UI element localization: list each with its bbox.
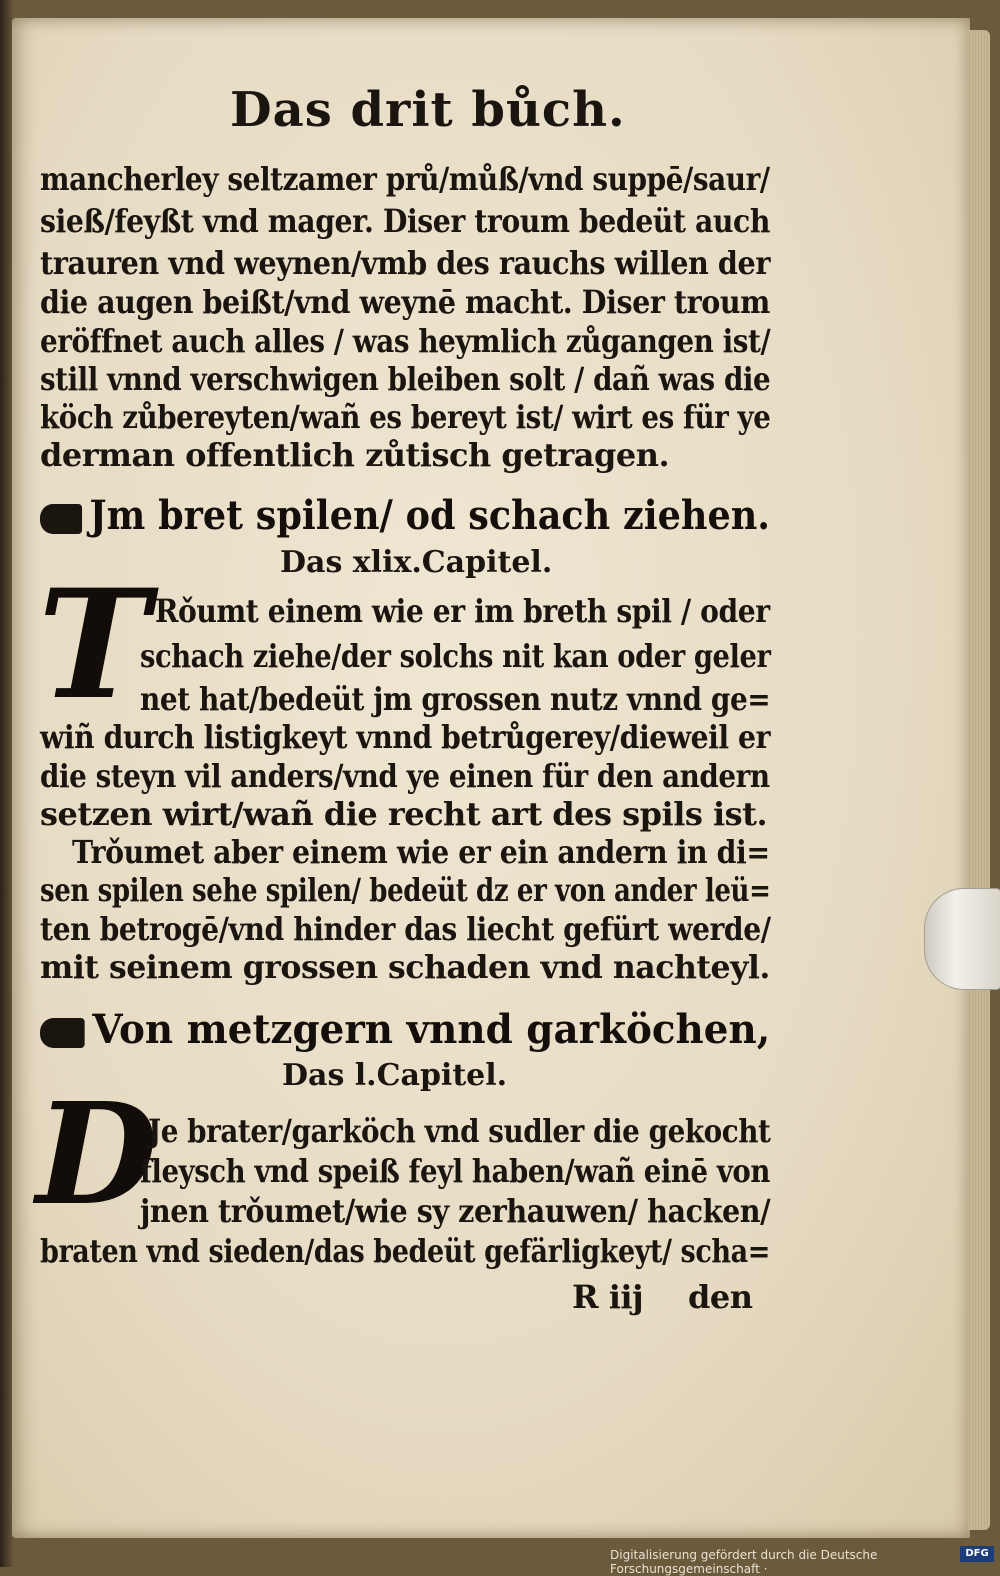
text-line: fleysch vnd speiß feyl haben/wañ einē von — [140, 1152, 771, 1190]
text-line: mancherley seltzamer prů/můß/vnd suppē/saur/ — [40, 160, 770, 198]
text-line: sen spilen sehe spilen/ bedeüt dz er von ander leü= — [40, 871, 771, 909]
text-line: mit seinem grossen schaden vnd nachteyl. — [40, 948, 770, 986]
initial-letter: T — [38, 557, 150, 733]
text-line: die steyn vil anders/vnd ye einen für den andern — [40, 757, 770, 795]
running-header: Das drit bůch. — [230, 82, 626, 138]
text-line: trauren vnd weynen/vmb des rauchs willen der — [40, 244, 770, 282]
text-line: setzen wirt/wañ die recht art des spils ist. — [40, 795, 768, 833]
pilcrow-icon — [40, 1018, 85, 1048]
text-line: jnen trǒumet/wie sy zerhauwen/ hacken/ — [140, 1192, 771, 1230]
page-edges — [968, 30, 990, 1530]
text-line: eröffnet auch alles / was heymlich zůgangen ist/ — [40, 322, 771, 360]
chapter-heading-text: Jm bret spilen/ od schach ziehen. — [89, 492, 771, 539]
text-line: net hat/bedeüt jm grossen nutz vnnd ge= — [140, 680, 771, 718]
text-line: braten vnd sieden/das bedeüt gefärligkeyt/ scha= — [40, 1232, 770, 1270]
pilcrow-icon — [40, 504, 82, 534]
catchword: den — [688, 1278, 753, 1316]
dfg-logo: DFG — [960, 1546, 994, 1562]
text-line: schach ziehe/der solchs nit kan oder geler — [140, 637, 771, 675]
text-line: still vnnd verschwigen bleiben solt / dañ was die — [40, 360, 771, 398]
text-line: wiñ durch listigkeyt vnnd betrůgerey/dieweil er — [40, 718, 771, 756]
initial-letter: D — [36, 1073, 158, 1237]
text-line: sieß/feyßt vnd mager. Diser troum bedeüt auch — [40, 202, 770, 240]
digitization-credit: Digitalisierung gefördert durch die Deutsche Forschungsgemeinschaft · — [610, 1548, 878, 1576]
text-line: Je brater/garköch vnd sudler die gekocht — [148, 1112, 771, 1150]
text-line: derman offentlich zůtisch getragen. — [40, 436, 670, 474]
chapter-heading — [40, 492, 770, 539]
text-line: köch zůbereyten/wañ es bereyt ist/ wirt es für ye — [40, 398, 771, 436]
text-line: Rǒumt einem wie er im breth spil / oder — [155, 592, 770, 630]
chapter-subheading: Das xlix.Capitel. — [280, 545, 553, 580]
chapter-heading — [40, 1006, 770, 1053]
text-line: Trǒumet aber einem wie er ein andern in di= — [72, 833, 770, 871]
page-clip — [924, 888, 1000, 990]
text-line: ten betrogē/vnd hinder das liecht gefürt werde/ — [40, 910, 771, 948]
chapter-subheading: Das l.Capitel. — [282, 1058, 508, 1093]
signature-mark: R iij — [572, 1278, 644, 1316]
chapter-heading-text: Von metzgern vnnd garköchen, — [92, 1006, 771, 1053]
text-line: die augen beißt/vnd weynē macht. Diser troum — [40, 283, 770, 321]
